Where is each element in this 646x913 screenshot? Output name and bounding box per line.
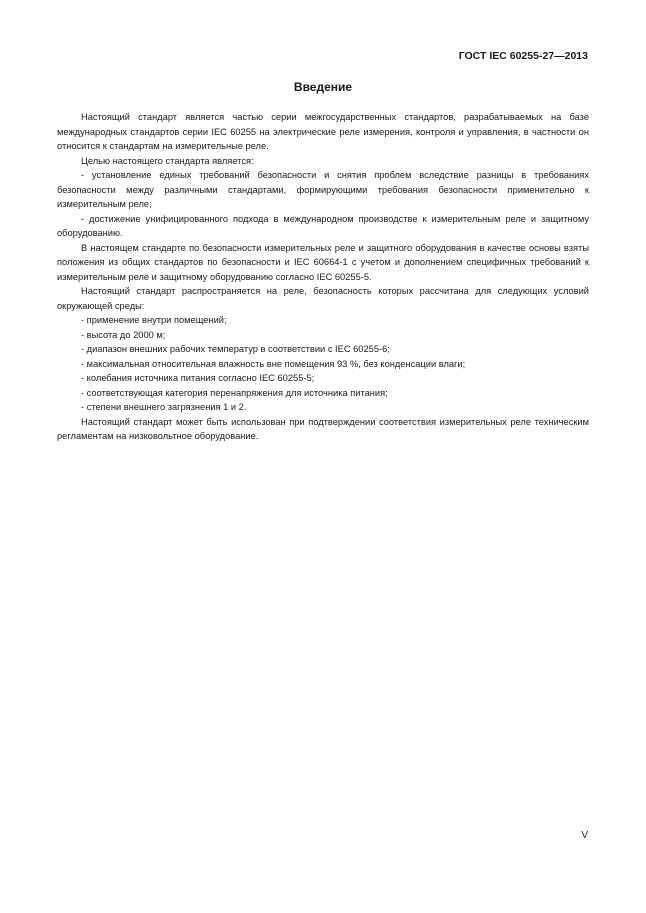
list-item: - высота до 2000 м;: [81, 329, 166, 340]
list-item: - соответствующая категория перенапряжения для источника питания;: [81, 387, 388, 398]
section-title: Введение: [293, 80, 353, 94]
paragraph: Настоящий стандарт может быть использован при подтверждении соответствия измерительных реле техническим регламентам на низковольтное оборудование.: [57, 416, 589, 441]
document-header: ГОСТ IEC 60255-27—2013: [458, 50, 588, 62]
page-number: V: [581, 830, 588, 841]
paragraph: Настоящий стандарт распространяется на реле, безопасность которых рассчитана для следующих условий окружающей среды:: [57, 286, 589, 311]
paragraph: В настоящем стандарте по безопасности измерительных реле и защитного оборудования в качестве основы взяты положения из общих стандартов по безопасности и IEC 60664-1 с учетом и дополнением специфичных требований к измерительным реле и защитному оборудованию согласно IEC 60255-5.: [57, 242, 589, 282]
body-text: [57, 110, 589, 444]
list-item: - колебания источника питания согласно IEC 60255-5;: [81, 373, 315, 383]
list-item: - достижение унифицированного подхода в международном производстве к измерительным реле и защитному оборудованию.: [57, 213, 589, 238]
list-item: - установление единых требований безопасности и снятия проблем вследствие разницы в требованиях безопасности между различными стандартами, формирующими требования безопасности применительно к измерительным реле;: [57, 170, 589, 209]
list-item: - применение внутри помещений;: [81, 315, 227, 325]
paragraph: Целью настоящего стандарта является:: [81, 155, 254, 166]
paragraph: Настоящий стандарт является частью серии межгосударственных стандартов, разрабатываемых на базе международных стандартов серии IEC 60255 на электрические реле измерения, контроля и управления, в частности он относится к стандартам на измерительные реле.: [57, 112, 589, 151]
list-item: - диапазон внешних рабочих температур в соответствии с IEC 60255-6;: [81, 344, 390, 354]
list-item: - степени внешнего загрязнения 1 и 2.: [81, 402, 247, 412]
list-item: - максимальная относительная влажность вне помещения 93 %, без конденсации влаги;: [81, 358, 466, 369]
